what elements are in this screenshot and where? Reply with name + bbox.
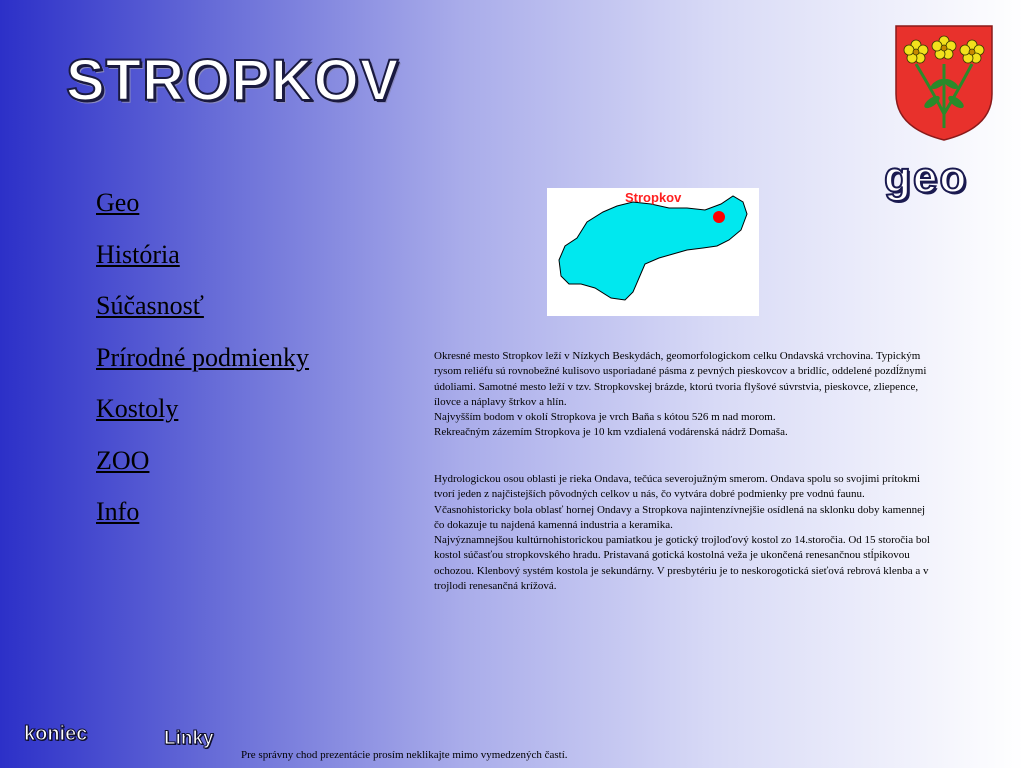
nav-item-historia <box>96 238 309 290</box>
stropkov-marker <box>713 211 725 223</box>
paragraph: Včasnohistoricky bola oblasť hornej Ondavy a Stropkova najintenzívnejšie osídlená na sklonku doby kamennej čo dokazuje tu najdená kamenná industria a keramika. <box>434 503 926 531</box>
nav-item-zoo <box>96 444 309 496</box>
paragraph: Najvýznamnejšou kultúrnohistorickou pamiatkou je gotický trojloďový kostol zo 14.storočia. Od 15 storočia bol kostol súčasťou stropkovského hradu. Pristavaná gotická kostolná veža je ukončená renesančnou stĺpikovou ochozou. Klenbový systém kostola je sekundárny. V presbytériu je to neskorogotická sieťová rebrová klenba a v trojlodi renesančná krížová. <box>434 534 930 593</box>
paragraph: Najvyšším bodom v okolí Stropkova je vrch Baňa s kótou 526 m nad morom. <box>434 411 776 424</box>
geo-text-block-1 <box>434 349 934 441</box>
nav-link-info[interactable]: Info <box>96 497 140 526</box>
paragraph: Okresné mesto Stropkov leží v Nízkych Beskydách, geomorfologickom celku Ondavská vrchovina. Typickým rysom reliéfu sú rovnobežné kulisovo usporiadané pásma z pevných pieskovcov a bridlíc, oddelené pozdĺžnymi údoliami. Samotné mesto leží v tzv. Stropkovskej brázde, ktorú tvoria flyšové súvrstvia, pieskovce, zliepence, ílovce a náplavy štrkov a hlín. <box>434 350 927 408</box>
nav-link-zoo[interactable]: ZOO <box>96 445 150 475</box>
nav-link-kostoly[interactable]: Kostoly <box>96 394 179 423</box>
links-button[interactable]: Linky <box>164 728 214 749</box>
nav-item-geo <box>96 186 309 238</box>
slovakia-map-icon <box>547 188 759 316</box>
geo-text-block-2 <box>434 472 934 594</box>
coat-of-arms-icon <box>894 24 994 142</box>
nav-link-geo[interactable]: Geo <box>96 188 140 217</box>
main-nav <box>96 186 309 547</box>
nav-item-info <box>96 495 309 547</box>
section-label: geo <box>884 153 969 202</box>
nav-link-sucasnost[interactable]: Súčasnosť <box>96 291 204 320</box>
nav-link-prirodne-podmienky[interactable]: Prírodné podmienky <box>96 342 310 372</box>
nav-item-sucasnost <box>96 289 309 341</box>
end-button[interactable]: koniec <box>24 723 88 745</box>
footer-note: Pre správny chod prezentácie prosím neklikajte mimo vymedzených častí. <box>241 749 568 761</box>
location-map <box>547 188 759 316</box>
nav-link-historia[interactable]: História <box>96 239 180 269</box>
page-title: STROPKOV <box>66 48 400 113</box>
nav-item-prirodne-podmienky <box>96 341 309 393</box>
nav-item-kostoly <box>96 392 309 444</box>
paragraph: Hydrologickou osou oblasti je rieka Ondava, tečúca severojužným smerom. Ondava spolu so svojimi prítokmi tvorí jeden z najčistejších pôvodných celkov u nás, čo vytvára dobré podmienky pre vodnú faunu. <box>434 473 921 501</box>
paragraph: Rekreačným zázemím Stropkova je 10 km vzdialená vodárenská nádrž Domaša. <box>434 426 788 439</box>
map-city-label: Stropkov <box>625 190 682 205</box>
